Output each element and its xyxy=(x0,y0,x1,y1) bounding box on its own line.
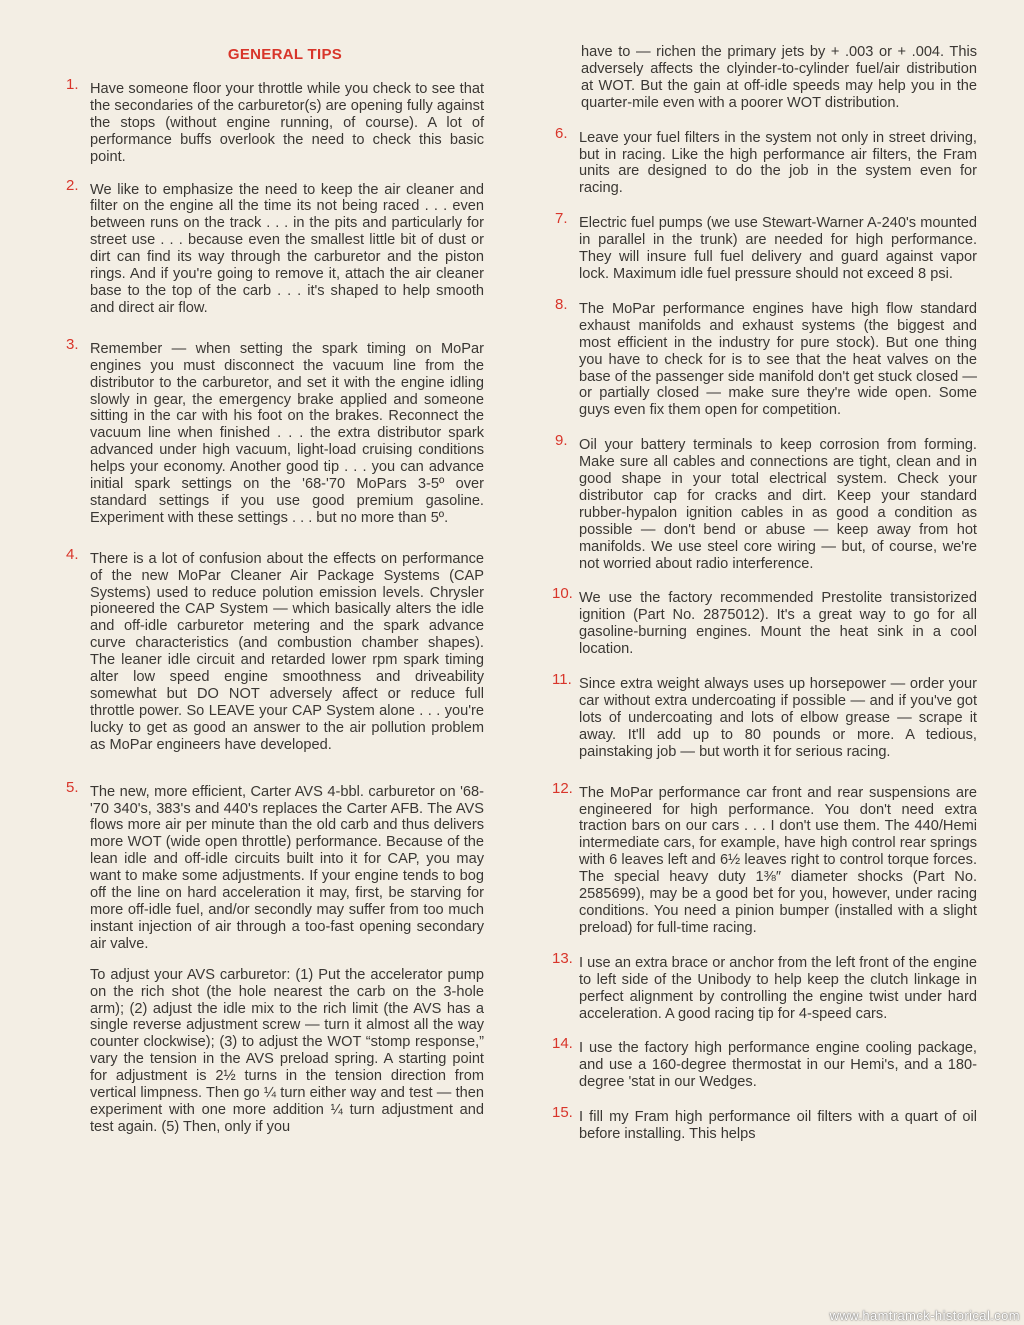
tip-7 xyxy=(555,210,977,283)
tip-text: Oil your battery terminals to keep corrosion from forming. Make sure all cables and connections are tight, clean and in good shape in your total electrical system. Check your distributor cap for cracks and dirt. Keep your standard rubber-hypalon ignition cables in as good a condition as possible — don't bend or abuse — keep away from hot manifolds. We use steel core wiring — but, of course, we're not worried about radio interference. xyxy=(579,437,977,572)
tip-text: The MoPar performance engines have high flow standard exhaust manifolds and exhaust systems (the biggest and most efficient in the industry for pure stock). But one thing you have to check for is to see that the heat valves on the base of the passenger side manifold don't get stuck closed — or partially closed — make sure they're wide open. Some guys even fix them open for competition. xyxy=(579,300,977,419)
tip-15 xyxy=(552,1104,977,1143)
tip-text: Leave your fuel filters in the system not only in street driving, but in racing. Like the high performance air filters, the Fram units are designed to do the job in the system even for racing. xyxy=(579,129,977,197)
tip-number: 1. xyxy=(66,76,79,93)
tip-1 xyxy=(66,76,484,166)
tip-number: 14. xyxy=(552,1035,573,1053)
tip-8 xyxy=(555,295,977,419)
tip-11 xyxy=(552,671,977,761)
tip-number: 4. xyxy=(66,545,79,563)
tip-number: 7. xyxy=(555,210,568,228)
tip-number: 9. xyxy=(555,432,568,450)
tip-5-adjust-paragraph: To adjust your AVS carburetor: (1) Put the accelerator pump on the rich shot (the hole nearest the carb on the 3-hole arm); (2) adjust the idle mix to the rich limit (the AVS has a single reverse adjustment screw — turn it almost all the way counter clockwise); (3) to adjust the WOT “stomp response,” vary the tension in the AVS preload spring. A starting point for adjustment is 2½ turns in the tension direction from vertical limpness. Then go ¼ turn either way and test — then experiment with one more addition ¼ turn adjustment and test again. (5) Then, only if you xyxy=(90,966,484,1135)
tip-5 xyxy=(66,778,484,953)
tip-number: 11. xyxy=(552,671,572,689)
tip-text: We like to emphasize the need to keep the air cleaner and filter on the engine all the time its not being raced . . . even between runs on the track . . . in the pits and particularly for street use . . . because even the smallest little bit of dust or dirt can find its way through the carburetor and the piston rings. And if you're going to remove it, attach the air cleaner base to the top of the carb . . . it's shaped to help smooth and direct air flow. xyxy=(90,181,484,316)
tip-text: Have someone floor your throttle while you check to see that the secondaries of the carburetor(s) are opening fully against the stops (without engine running, of course). A lot of performance buffs overlook the need to check this basic point. xyxy=(90,81,484,165)
tip-text: I use the factory high performance engine cooling package, and use a 160-degree thermostat in our Hemi's, and a 180-degree 'stat in our Wedges. xyxy=(579,1040,977,1091)
tip-number: 8. xyxy=(555,295,568,313)
tip-text: We use the factory recommended Prestolite transistorized ignition (Part No. 2875012). It's a great way to go for all gasoline-burning engines. Mount the heat sink in a cool location. xyxy=(579,590,977,658)
watermark-url: www.hamtramck-historical.com xyxy=(829,1308,1020,1323)
tip-text: Electric fuel pumps (we use Stewart-Warner A-240's mounted in parallel in the trunk) are needed for high performance. They will insure full fuel delivery and guard against vapor lock. Maximum idle fuel pressure should not exceed 8 psi. xyxy=(579,215,977,282)
tip-number: 12. xyxy=(552,779,573,797)
tip-number: 10. xyxy=(552,585,573,603)
tip-10 xyxy=(552,585,977,658)
tip-4 xyxy=(66,545,484,754)
tip-text: Remember — when setting the spark timing on MoPar engines you must disconnect the vacuum line from the distributor to the carburetor, and set it with the engine idling slowly in gear, the emergency brake applied and someone sitting in the car with his foot on the brakes. Reconnect the vacuum line when finished . . . the extra distributor spark advanced under high vacuum, light-load cruising conditions helps your economy. Another good tip . . . you can advance initial spark settings on the '68-'70 MoPars 3-5º over standard settings if you use good premium gasoline. Experiment with these settings . . . but no more than 5º. xyxy=(90,340,484,526)
tip-9 xyxy=(555,432,977,572)
tip-13 xyxy=(552,949,977,1023)
tip-text: There is a lot of confusion about the effects on performance of the new MoPar Cleaner Air Package Systems (CAP Systems) used to reduce polution emission levels. Chrysler pioneered the CAP System — which basically alters the idle and off-idle carburetor metering and the spark advance curve characteristics (and combustion chamber shapes). The leaner idle circuit and retarded lower rpm spark timing alter low speed engine smoothness and driveability somewhat but DO NOT adversely affect or reduce full throttle power. So LEAVE your CAP System alone . . . you're lucky to get as good an answer to the air pollution problem as MoPar engineers have developed. xyxy=(90,550,484,753)
tip-14 xyxy=(552,1035,977,1091)
tip-number: 6. xyxy=(555,124,568,142)
tip-number: 13. xyxy=(552,949,573,967)
tip-text: The new, more efficient, Carter AVS 4-bbl. carburetor on '68-'70 340's, 383's and 440's replaces the Carter AFB. The AVS flows more air per minute than the old carb and thus delivers more WOT (wide open throttle) performance. Because of the lean idle and off-idle circuits built into it for CAP, you may want to make some adjustments. If your engine tends to bog off the line on hard acceleration it may, first, be starving for more off-idle fuel, and/or secondly may suffer from too much instant injection of air through a too-fast opening secondary air valve. xyxy=(90,783,484,952)
left-column xyxy=(66,44,484,1136)
tip-number: 2. xyxy=(66,176,79,194)
tip-text: I use an extra brace or anchor from the left front of the engine to left side of the Unibody to help keep the clutch linkage in perfect alignment by controlling the engine twist under hard acceleration. A good racing tip for 4-speed cars. xyxy=(579,954,977,1022)
tip-6 xyxy=(555,124,977,198)
tip-text: I fill my Fram high performance oil filters with a quart of oil before installing. This helps xyxy=(579,1109,977,1143)
tip-number: 3. xyxy=(66,335,79,353)
continued-paragraph: have to — richen the primary jets by + .003 or + .004. This adversely affects the clyinder-to-cylinder fuel/air distribution at WOT. But the gain at off-idle speeds may help you in the quarter-mile even with a poorer WOT distribution. xyxy=(581,44,977,111)
tip-text: The MoPar performance car front and rear suspensions are engineered for high performance. You don't need extra traction bars on our cars . . . I don't use them. The 440/Hemi intermediate cars, for example, have high control rear springs with 6 leaves left and 6½ leaves right to control torque forces. The special heavy duty 1⅜″ diameter shocks (Part No. 2585699), may be a good bet for you, however, under racing conditions. You need a pinion bumper (installed with a slight preload) for full-time racing. xyxy=(579,784,977,936)
tip-2 xyxy=(66,176,484,317)
tip-12 xyxy=(552,779,977,937)
tip-number: 15. xyxy=(552,1104,573,1122)
page-heading: GENERAL TIPS xyxy=(227,46,343,63)
tip-number: 5. xyxy=(66,778,79,796)
tip-3 xyxy=(66,335,484,527)
tip-text: Since extra weight always uses up horsepower — order your car without extra undercoating if possible — and if you've got lots of undercoating and lots of elbow grease — scrape it away. It'll add up to 80 pounds or more. A tedious, painstaking job — but worth it for serious racing. xyxy=(579,676,977,760)
right-column xyxy=(552,44,977,1143)
